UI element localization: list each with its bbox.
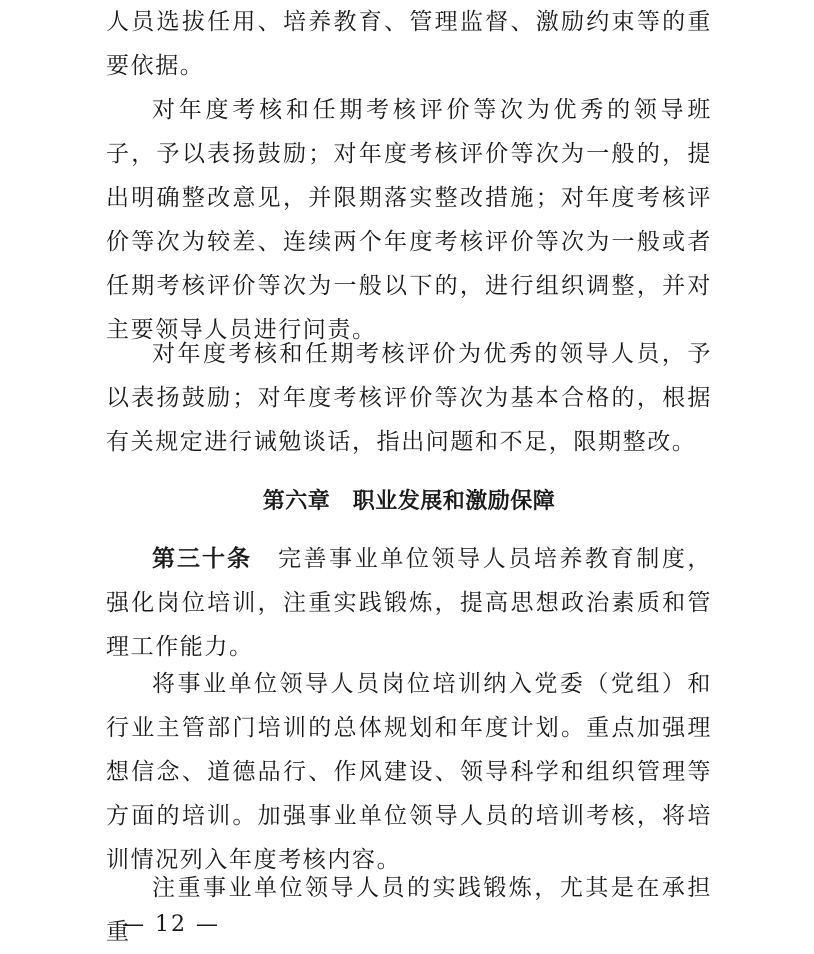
paragraph-continuation: 人员选拔任用、培养教育、管理监督、激励约束等的重要依据。 <box>106 9 712 79</box>
article-text: 完善事业单位领导人员培养教育制度，强化岗位培训，注重实践锻炼，提高思想政治素质和管理工作能力。 <box>106 546 713 660</box>
chapter-title: 第六章 职业发展和激励保障 <box>262 489 556 514</box>
paragraph-individual-rating: 对年度考核和任期考核评价为优秀的领导人员，予以表扬鼓励；对年度考核评价等次为基本合格的，根据有关规定进行诫勉谈话，指出问题和不足，限期整改。 <box>106 341 712 455</box>
paragraph-practice: 注重事业单位领导人员的实践锻炼，尤其是在承担重 <box>106 875 712 945</box>
paragraph-team-rating: 对年度考核和任期考核评价等次为优秀的领导班子，予以表扬鼓励；对年度考核评价等次为一般的，提出明确整改意见，并限期落实整改措施；对年度考核评价等次为较差、连续两个年度考核评价等次为一般或者任期考核评价等次为一般以下的，进行组织调整，并对主要领导人员进行问责。 <box>106 97 712 343</box>
article-label: 第三十条 <box>152 546 252 572</box>
article-thirty <box>106 537 712 669</box>
page-number: — 12 — <box>122 912 220 937</box>
paragraph-training-plan: 将事业单位领导人员岗位培训纳入党委（党组）和行业主管部门培训的总体规划和年度计划。重点加强理想信念、道德品行、作风建设、领导科学和组织管理等方面的培训。加强事业单位领导人员的培训考核，将培训情况列入年度考核内容。 <box>106 671 712 873</box>
